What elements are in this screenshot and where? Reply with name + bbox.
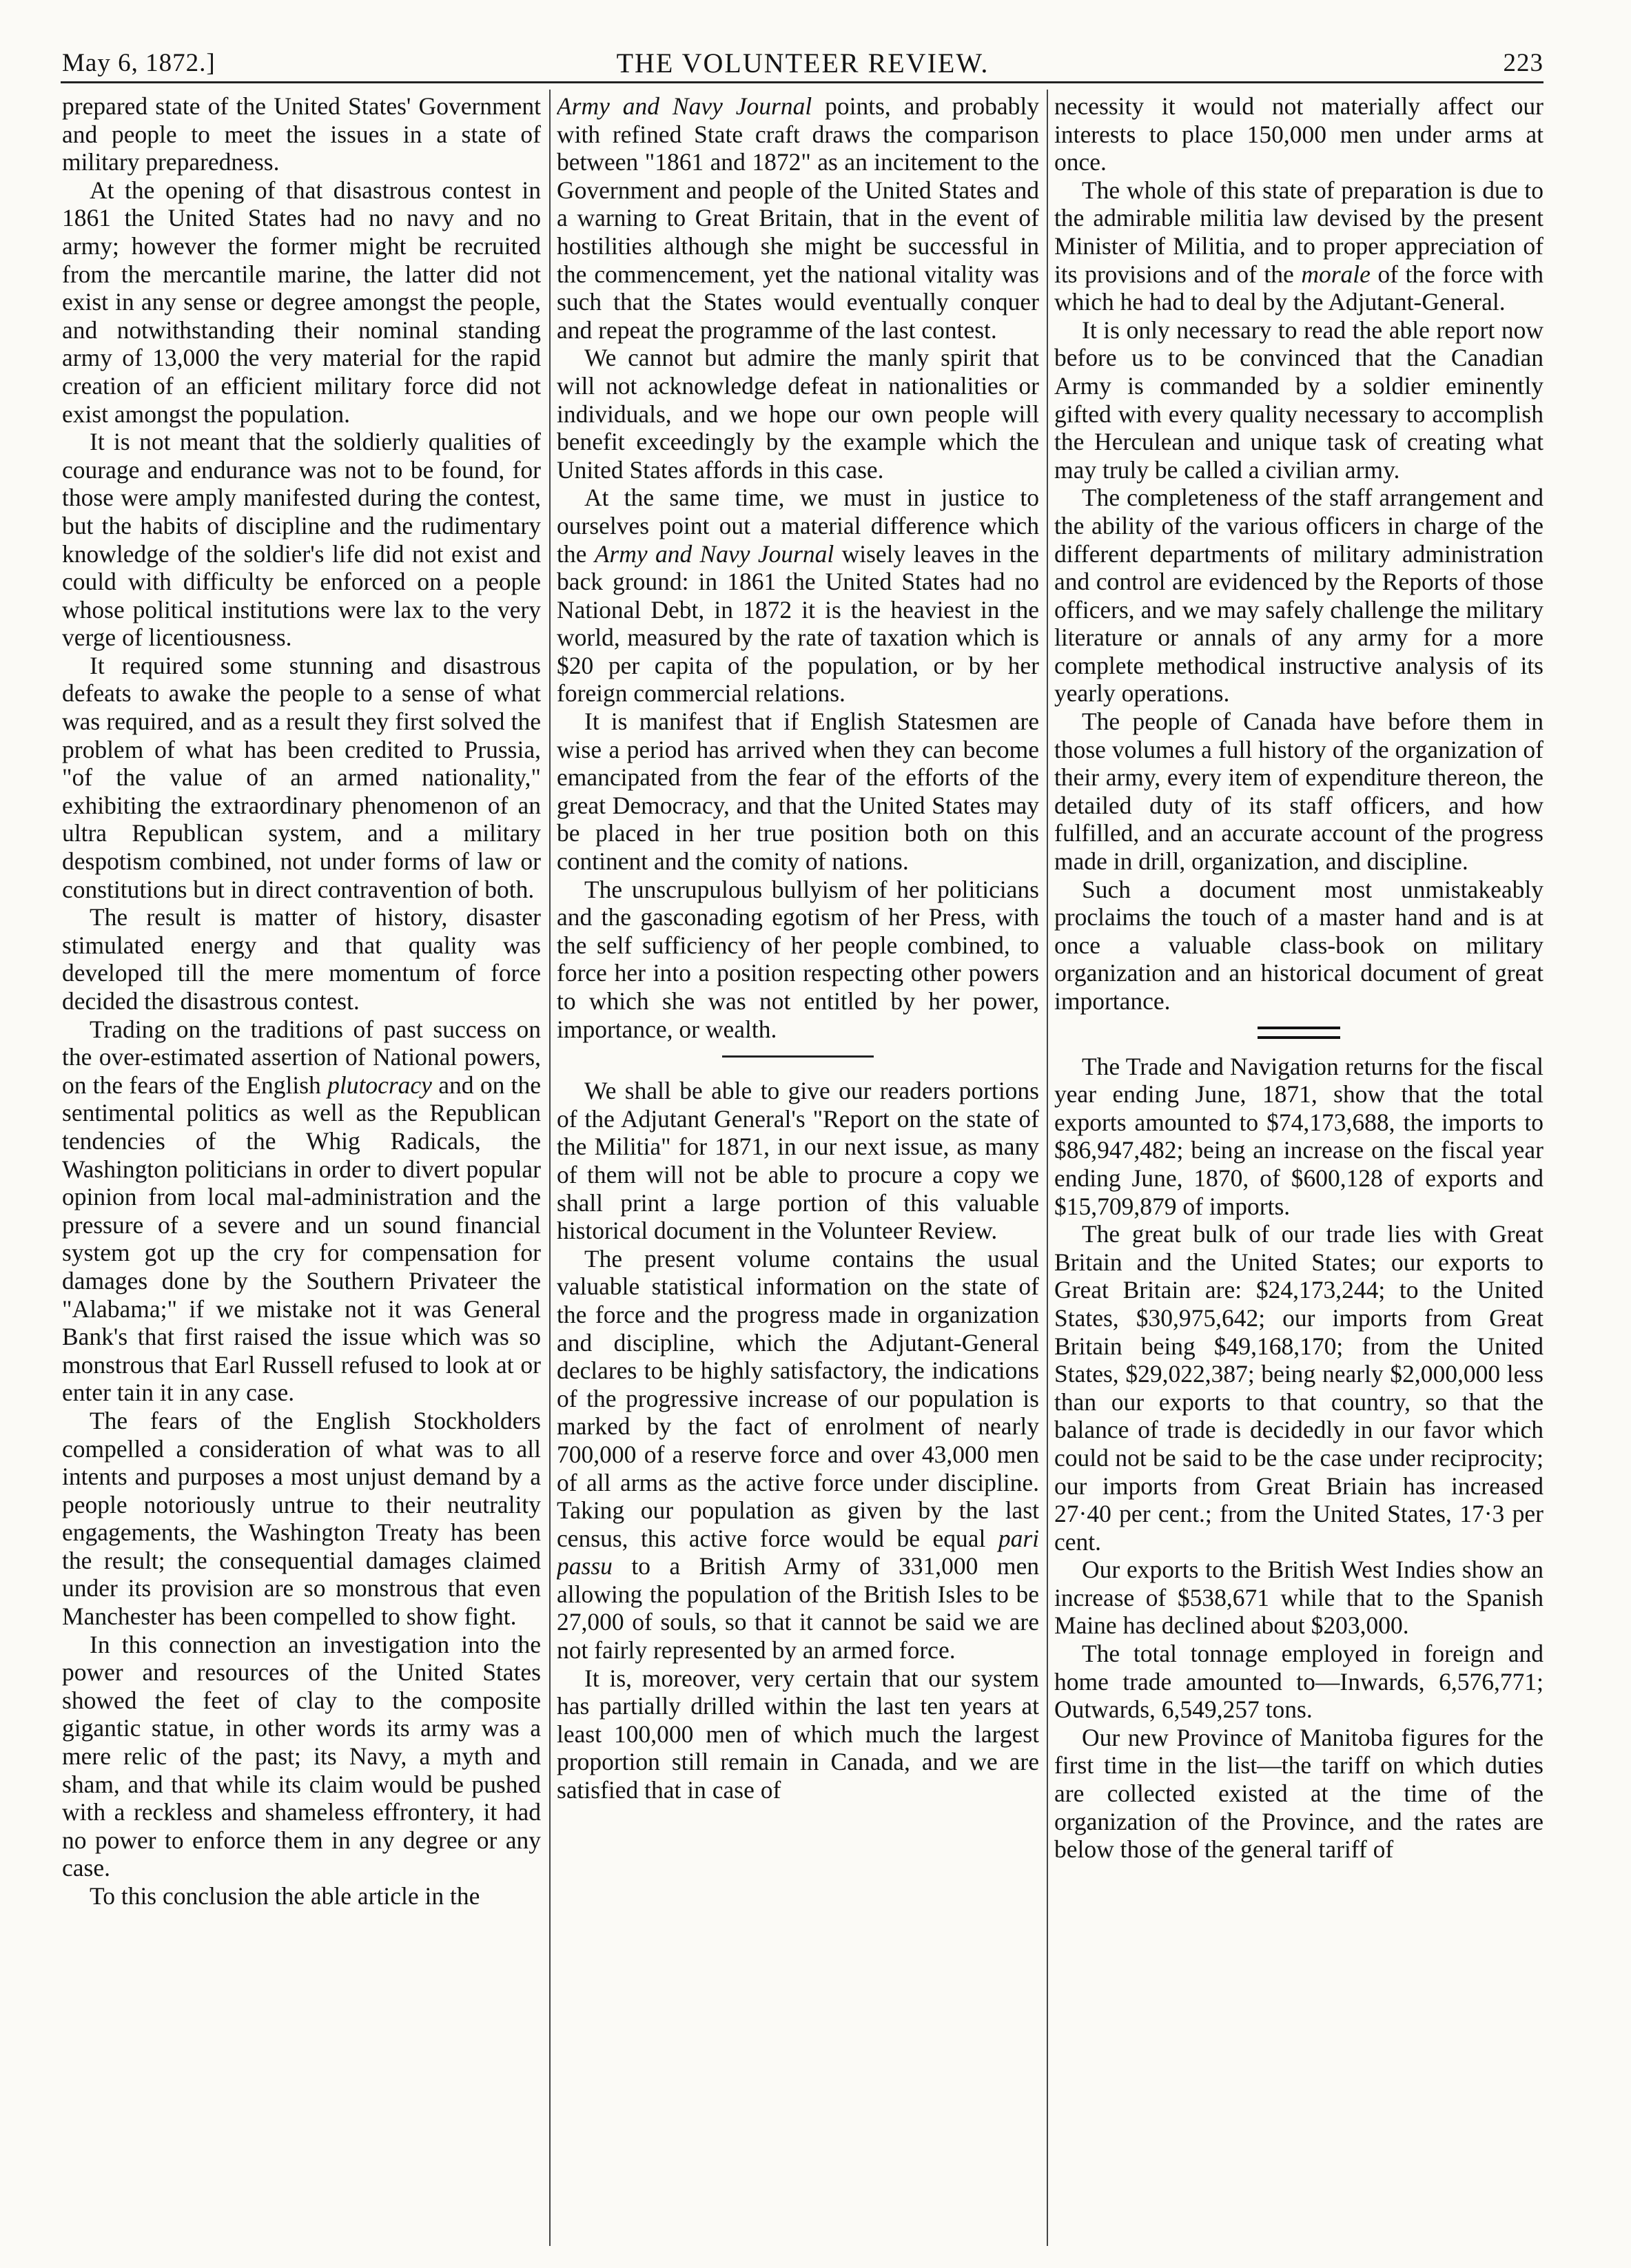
paragraph: We shall be able to give our readers portions of the Adjutant General's "Report on the state of the Militia" for 1871, in our next issue, as many of them will not be able to procure a copy we shall print a large portion of this valuable historical document in the Volunteer Review.: [557, 1077, 1039, 1245]
paragraph: The fears of the English Stockholders compelled a consideration of what was to all intents and purposes a most unjust demand by a people notoriously untrue to their neutrality engagements, the Washington Treaty has been the result; the consequential damages claimed under its provision are so monstrous that even Manchester has been compelled to show fight.: [62, 1406, 541, 1631]
section-divider: [1258, 1027, 1340, 1039]
paragraph: It is manifest that if English Statesmen are wise a period has arrived when they can become emancipated from the fear of the efforts of the great Democracy, and that the United States may be placed in her true position both on this continent and the comity of nations.: [557, 708, 1039, 876]
paragraph: It is, moreover, very certain that our system has partially drilled within the last ten years at least 100,000 men of which much the largest proportion still remain in Canada, and we are satisfied that in case of: [557, 1664, 1039, 1804]
column-1: [62, 92, 541, 2249]
text-run: The whole of this state of preparation is due to the admirable militia law devised by the present Minister of Militia, and to proper appreciation of its provisions and of the: [1054, 176, 1543, 288]
column-3: [1054, 92, 1543, 2249]
paragraph: The great bulk of our trade lies with Great Britain and the United States; our exports to Great Britain are: $24,173,244; to the United States, $30,975,642; our imports from Great Britain being $49,168,170; from the United States, $29,022,387; being nearly $2,000,000 less than our exports to that country, so that the balance of trade is decidedly in our favor which could not be said to be the case under reciprocity; our imports from Great Briain has increased 27·40 per cent.; from the United States, 17·3 per cent.: [1054, 1220, 1543, 1556]
paragraph: In this connection an investigation into the power and resources of the United States showed the feet of clay to the composite gigantic statue, in other words its army was a mere relic of the past; its Navy, a myth and sham, and that while its claim would be pushed with a reckless and shameless effrontery, it had no power to enforce them in any degree or any case.: [62, 1630, 541, 1882]
column-2: [557, 92, 1039, 2249]
paragraph: [557, 92, 1039, 344]
italic-term: pari passu: [557, 1524, 1039, 1580]
italic-term: morale: [1301, 260, 1371, 288]
italic-term: plutocracy: [327, 1071, 432, 1099]
paragraph: Such a document most unmistakeably proclaims the touch of a master hand and is at once a valuable class-book on military organization and an historical document of great importance.: [1054, 875, 1543, 1015]
paragraph: [557, 1245, 1039, 1664]
text-run: The present volume contains the usual valuable statistical information on the state of the force and the progress made in organization and discipline, which the Adjutant-General declares to be highly satisfactory, the indications of the progressive increase of our population is marked by the fact of enrolment of nearly 700,000 of a reserve force and over 43,000 men of all arms as the active force under discipline. Taking our population as given by the last census, this active force would be equal: [557, 1244, 1039, 1552]
paragraph: [557, 484, 1039, 708]
paragraph: We cannot but admire the manly spirit that will not acknowledge defeat in nationalities or individuals, and we hope our own people will benefit exceedingly by the example which the United States affords in this case.: [557, 344, 1039, 484]
paragraph: To this conclusion the able article in the: [90, 1882, 480, 1910]
paragraph: The total tonnage employed in foreign and home trade amounted to—Inwards, 6,576,771; Outwards, 6,549,257 tons.: [1054, 1640, 1543, 1724]
paragraph: Our exports to the British West Indies show an increase of $538,671 while that to the Spanish Maine has declined about $203,000.: [1054, 1556, 1543, 1640]
issue-date: May 6, 1872.]: [62, 49, 216, 77]
page-header: [62, 41, 1543, 83]
paragraph: The unscrupulous bullyism of her politicians and the gasconading egotism of her Press, with the self sufficiency of her people combined, to force her into a position respecting other powers to which she was not entitled by her power, importance, or wealth.: [557, 875, 1039, 1043]
text-run: of the force with which he had to deal by the Adjutant-General.: [1054, 260, 1543, 316]
paragraph: At the opening of that disastrous contest in 1861 the United States had no navy and no army; however the former might be recruited from the mercantile marine, the latter did not exist in any sense or degree amongst the people, and notwithstanding their nominal standing army of 13,000 the very material for the rapid creation of an efficient military force did not exist amongst the population.: [62, 176, 541, 428]
text-run: to a British Army of 331,000 men allowing the population of the British Isles to be 27,000 of souls, so that it cannot be said we are not fairly represented by an armed force.: [557, 1552, 1039, 1664]
text-run: points, and probably with refined State craft draws the comparison between "1861 and 1872" as an incitement to the Government and people of the United States and a warning to Great Britain, that in the event of hostilities although she might be successful in the commencement, yet the national vitality was such that the States would eventually conquer and repeat the programme of the last contest.: [557, 92, 1039, 344]
paragraph: The completeness of the staff arrangement and the ability of the various officers in charge of the different departments of military administration and control are evidenced by the Reports of those officers, and we may safely challenge the military literature or annals of any army for a more complete methodical instructive analysis of its yearly operations.: [1054, 484, 1543, 708]
text-run: Trading on the traditions of past success on the over-estimated assertion of National powers, on the fears of the English: [62, 1015, 541, 1099]
text-run: and on the sentimental politics as well as the Republican tendencies of the Whig Radicals, the Washington politicians in order to divert popular opinion from local mal-administration and the pressure of a severe and un sound financial system got up the cry for compensation for damages done by the Southern Privateer the "Alabama;" if we mistake not it was General Bank's that first raised the issue which was so monstrous that Earl Russell refused to look at or enter tain it in any case.: [62, 1071, 541, 1407]
paragraph: necessity it would not materially affect our interests to place 150,000 men under arms at once.: [1054, 92, 1543, 176]
page-number: 223: [1503, 49, 1543, 77]
section-divider: [722, 1055, 874, 1058]
column-divider: [549, 90, 551, 2246]
paragraph: It is not meant that the soldierly qualities of courage and endurance was not to be found, for those were amply manifested during the contest, but the habits of discipline and the rudimentary knowledge of the soldier's life did not exist and could with difficulty be enforced on a people whose political institutions were lax to the very verge of licentiousness.: [62, 428, 541, 652]
paragraph: Our new Province of Manitoba figures for the first time in the list—the tariff on which duties are collected existed at the time of the organization of the Province, and the rates are below those of the general tariff of: [1054, 1723, 1543, 1864]
italic-title: Army and Navy Journal: [594, 539, 834, 568]
italic-title: Army and Navy Journal: [557, 92, 812, 120]
paragraph: It is only necessary to read the able report now before us to be convinced that the Canadian Army is commanded by a soldier eminently gifted with every quality necessary to accomplish the Herculean and unique task of creating what may truly be called a civilian army.: [1054, 316, 1543, 484]
publication-title: THE VOLUNTEER REVIEW.: [616, 48, 989, 79]
paragraph: It required some stunning and disastrous defeats to awake the people to a sense of what was required, and as a result they first solved the problem of what has been credited to Prussia, "of the value of an armed nationality," exhibiting the extraordinary phenomenon of an ultra Republican system, and a military despotism combined, not under forms of law or constitutions but in direct contravention of both.: [62, 651, 541, 903]
paragraph: [1054, 176, 1543, 316]
paragraph: The people of Canada have before them in those volumes a full history of the organization of their army, every item of expenditure thereon, the detailed duty of its staff officers, and how fulfilled, and an accurate account of the progress made in drill, organization, and discipline.: [1054, 708, 1543, 876]
text-run: At the same time, we must in justice to ourselves point out a material difference which the: [557, 484, 1039, 568]
paragraph: The Trade and Navigation returns for the fiscal year ending June, 1871, show that the total exports amounted to $74,173,688, the imports to $86,947,482; being an increase on the fiscal year ending June, 1870, of $600,128 of exports and $15,709,879 of imports.: [1054, 1052, 1543, 1220]
column-divider: [1047, 90, 1048, 2246]
text-run: wisely leaves in the back ground: in 1861 the United States had no National Debt, in 1872 it is the heaviest in the world, measured by the rate of taxation which is $20 per capita of the population, or by her foreign commercial relations.: [557, 539, 1039, 708]
paragraph: [62, 1016, 541, 1407]
paragraph: prepared state of the United States' Government and people to meet the issues in a state of military preparedness.: [62, 92, 541, 176]
paragraph: The result is matter of history, disaster stimulated energy and that quality was developed till the mere momentum of force decided the disastrous contest.: [62, 903, 541, 1015]
header-rule: [61, 81, 1543, 83]
